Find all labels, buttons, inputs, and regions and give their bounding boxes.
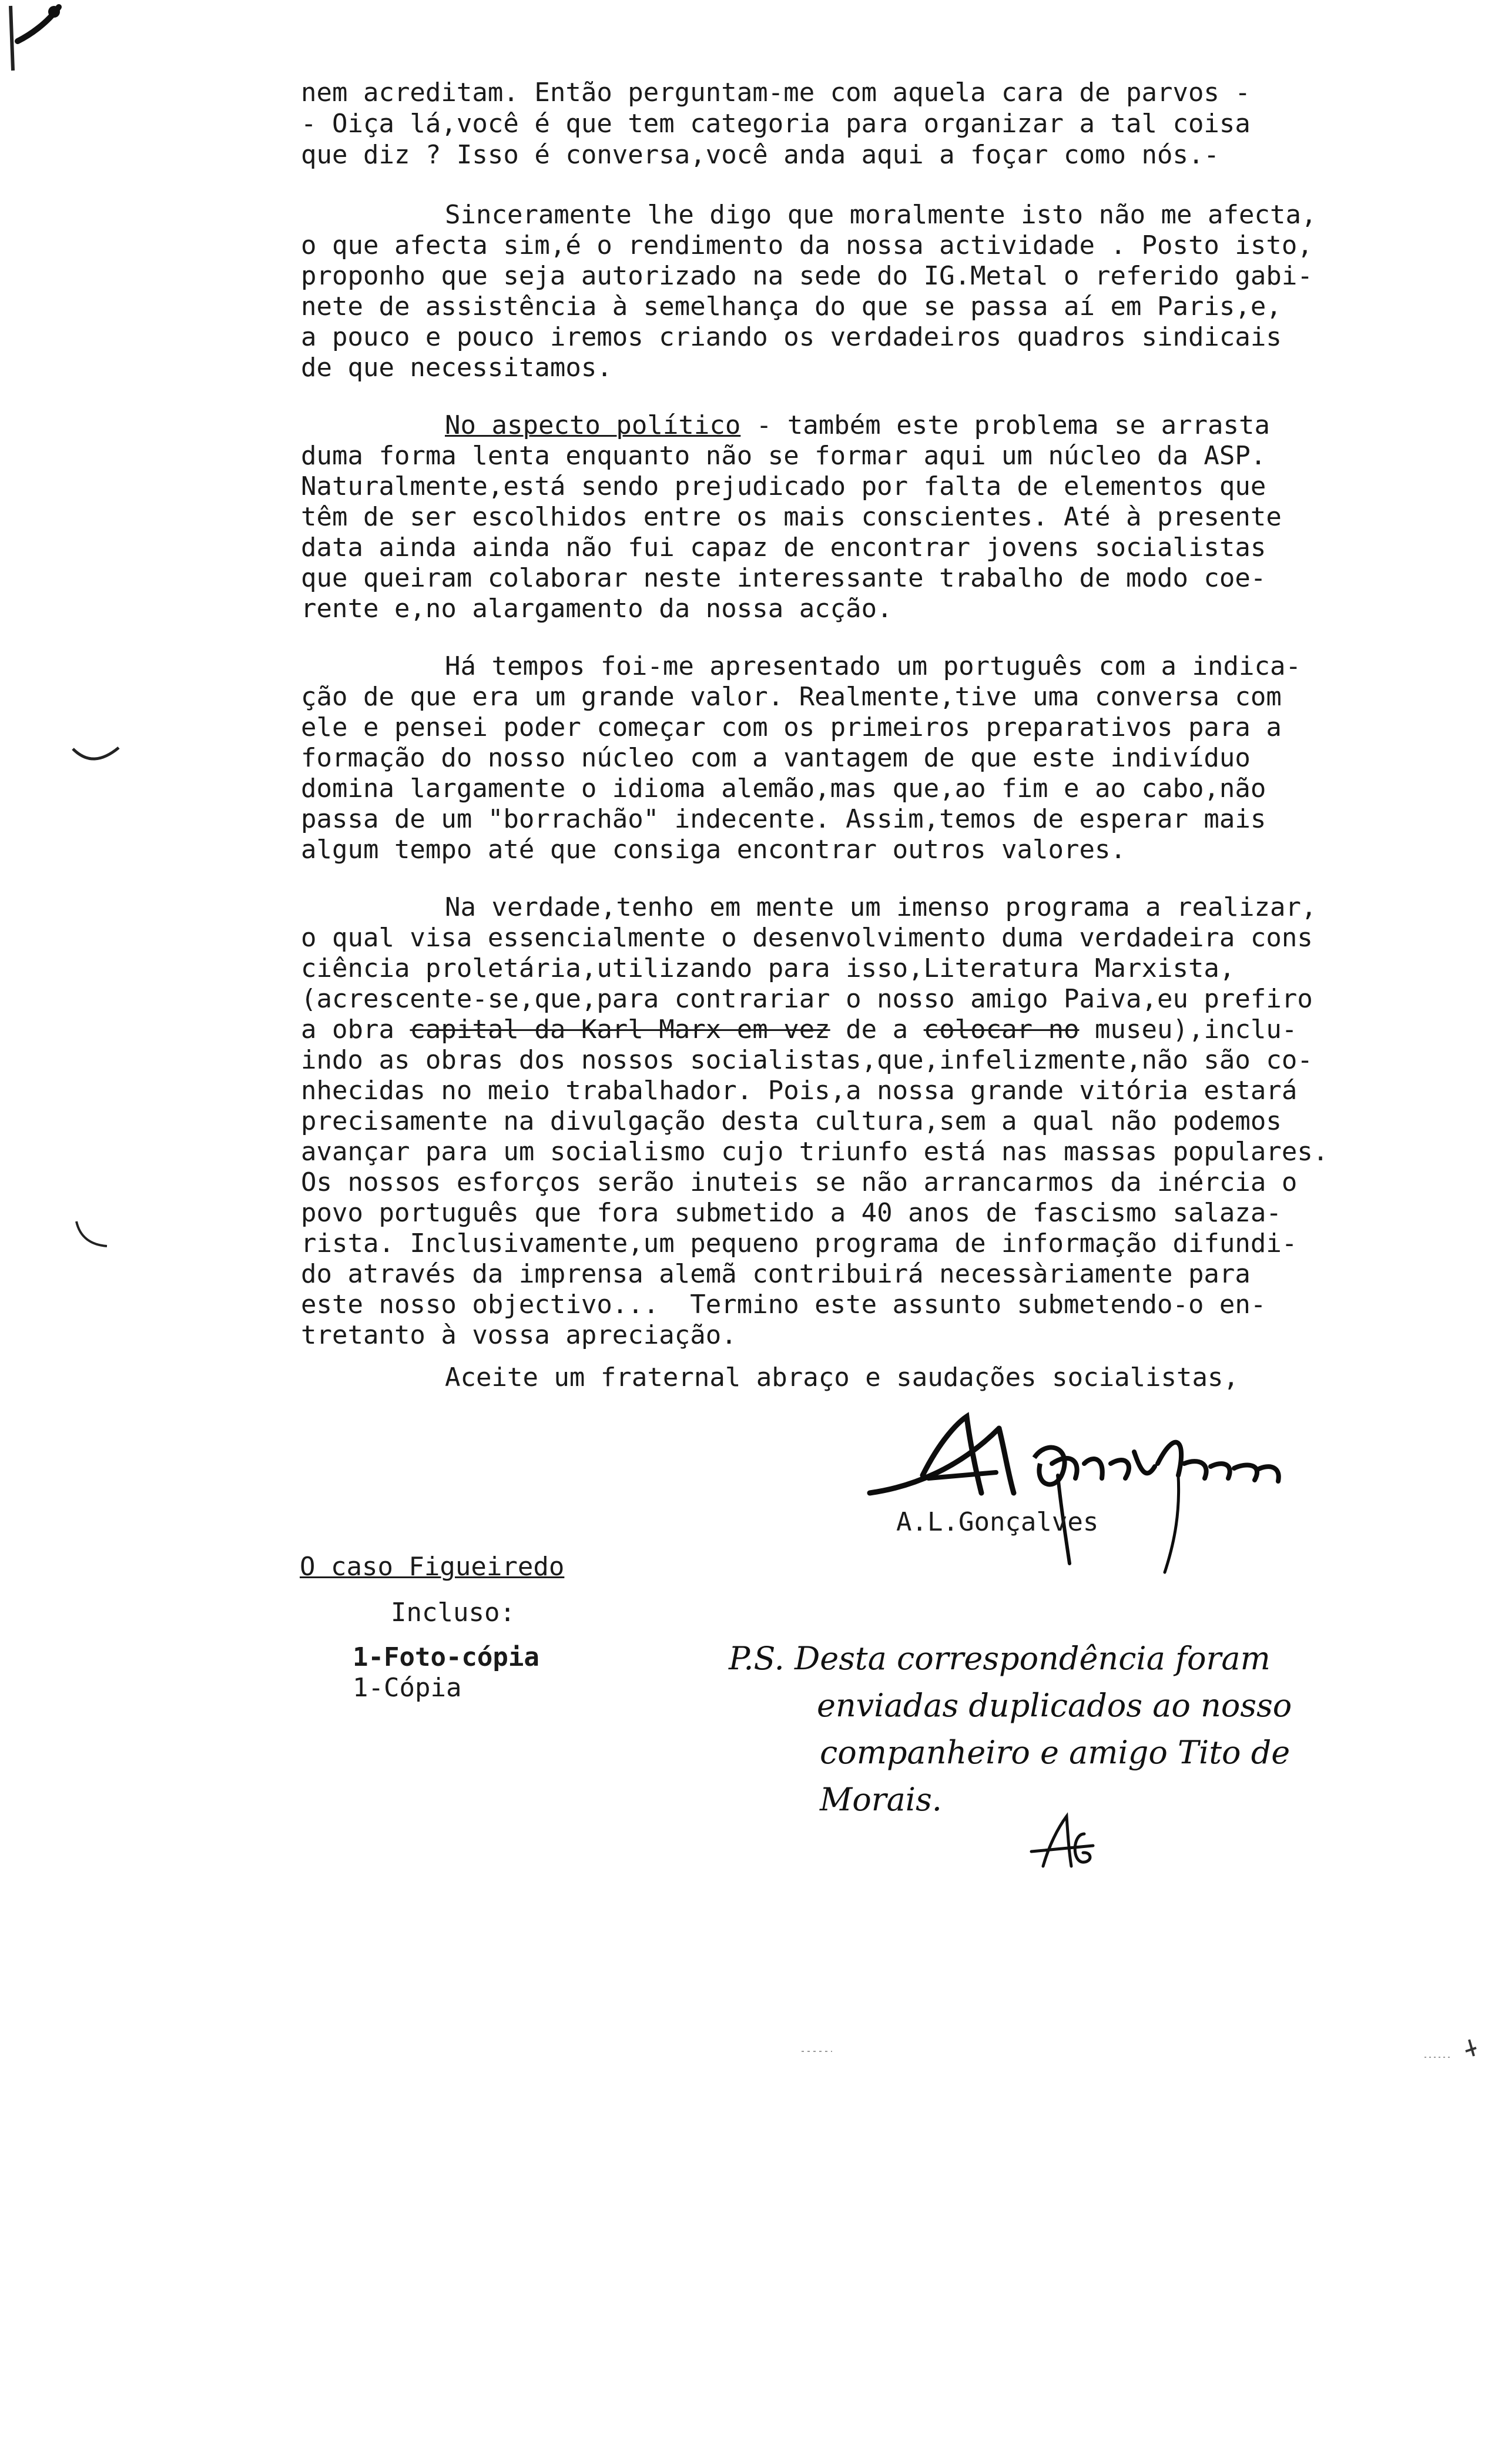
body-line: a pouco e pouco iremos criando os verdadeiros quadros sindicais [301,322,1282,352]
body-line: do através da imprensa alemã contribuirá necessàriamente para [301,1259,1251,1289]
body-line: precisamente na divulgação desta cultura,sem a qual não podemos [301,1106,1282,1136]
body-line: nem acreditam. Então perguntam-me com aquela cara de parvos - [301,78,1251,108]
body-line: têm de ser escolhidos entre os mais conscientes. Até à presente [301,502,1282,532]
body-line: Naturalmente,está sendo prejudicado por falta de elementos que [301,471,1266,501]
postscript-line: companheiro e amigo Tito de [820,1734,1290,1771]
body-line: algum tempo até que consiga encontrar outros valores. [301,835,1126,865]
case-heading: O caso Figueiredo [300,1552,565,1582]
body-line: proponho que seja autorizado na sede do IG.Metal o referido gabi- [301,261,1313,291]
body-line: a obra capital da Karl Marx em vez de a colocar no museu),inclu- [301,1015,1298,1044]
body-line: rente e,no alargamento da nossa acção. [301,594,893,624]
body-line: de que necessitamos. [301,353,612,383]
body-line: Na verdade,tenho em mente um imenso programa a realizar, [445,892,1317,922]
struck-text: capital da Karl Marx em vez [410,1015,830,1044]
body-line: que diz ? Isso é conversa,você anda aqui a foçar como nós.- [301,140,1219,170]
body-line: povo português que fora submetido a 40 anos de fascismo salaza- [301,1198,1282,1228]
margin-tick-mark [69,742,122,771]
signer-name: A.L.Gonçalves [896,1507,1099,1537]
body-line: Há tempos foi-me apresentado um português com a indica- [445,651,1301,681]
postscript-line: P.S. Desta correspondência foram [729,1640,1271,1677]
handwritten-signature [858,1405,1305,1575]
margin-tick-mark [72,1218,113,1253]
initials-mark [1025,1810,1102,1875]
body-line: domina largamente o idioma alemão,mas que,ao fim e ao cabo,não [301,774,1266,804]
struck-text: colocar no [923,1015,1080,1044]
body-line: Os nossos esforços serão inuteis se não arrancarmos da inércia o [301,1167,1298,1197]
political-heading: No aspecto político [445,410,741,440]
postscript-line: Morais. [820,1781,942,1818]
enclosure-item: 1-Cópia [353,1673,462,1703]
body-line: No aspecto político - também este problema se arrasta [445,410,1270,440]
body-line: rista. Inclusivamente,um pequeno programa de informação difundi- [301,1228,1298,1258]
scan-speck [799,2045,834,2057]
body-line: data ainda ainda não fui capaz de encontrar jovens socialistas [301,533,1266,563]
postscript-line: enviadas duplicados ao nosso [817,1687,1292,1724]
body-line: nete de assistência à semelhança do que se passa aí em Paris,e, [301,292,1282,322]
body-line: ele e pensei poder começar com os primeiros preparativos para a [301,712,1282,742]
body-line: o qual visa essencialmente o desenvolvimento duma verdadeira cons [301,923,1313,953]
body-line: formação do nosso núcleo com a vantagem de que este indivíduo [301,743,1251,773]
body-line: tretanto à vossa apreciação. [301,1320,737,1350]
enclosure-label: Incluso: [391,1598,515,1628]
staple-mark [0,0,82,82]
enclosure-item: 1-Foto-cópia [353,1642,539,1672]
body-line: este nosso objectivo... Termino este assunto submetendo-o en- [301,1290,1266,1320]
body-line: (acrescente-se,que,para contrariar o nosso amigo Paiva,eu prefiro [301,984,1313,1014]
closing-line: Aceite um fraternal abraço e saudações socialistas, [445,1362,1239,1392]
body-line: avançar para um socialismo cujo triunfo está nas massas populares. [301,1137,1329,1167]
body-line: o que afecta sim,é o rendimento da nossa actividade . Posto isto, [301,230,1313,260]
body-line: duma forma lenta enquanto não se formar aqui um núcleo da ASP. [301,441,1266,471]
body-line: Sinceramente lhe digo que moralmente isto não me afecta, [445,200,1317,230]
body-line: que queiram colaborar neste interessante trabalho de modo coe- [301,563,1266,593]
body-line: indo as obras dos nossos socialistas,que,infelizmente,não são co- [301,1045,1313,1075]
body-line: ção de que era um grande valor. Realmente,tive uma conversa com [301,682,1282,712]
body-line: passa de um "borrachão" indecente. Assim,temos de esperar mais [301,804,1266,834]
scan-speck [1422,2034,1481,2063]
body-line: - Oiça lá,você é que tem categoria para organizar a tal coisa [301,109,1251,139]
body-line: ciência proletária,utilizando para isso,Literatura Marxista, [301,953,1235,983]
body-line: nhecidas no meio trabalhador. Pois,a nossa grande vitória estará [301,1076,1298,1106]
